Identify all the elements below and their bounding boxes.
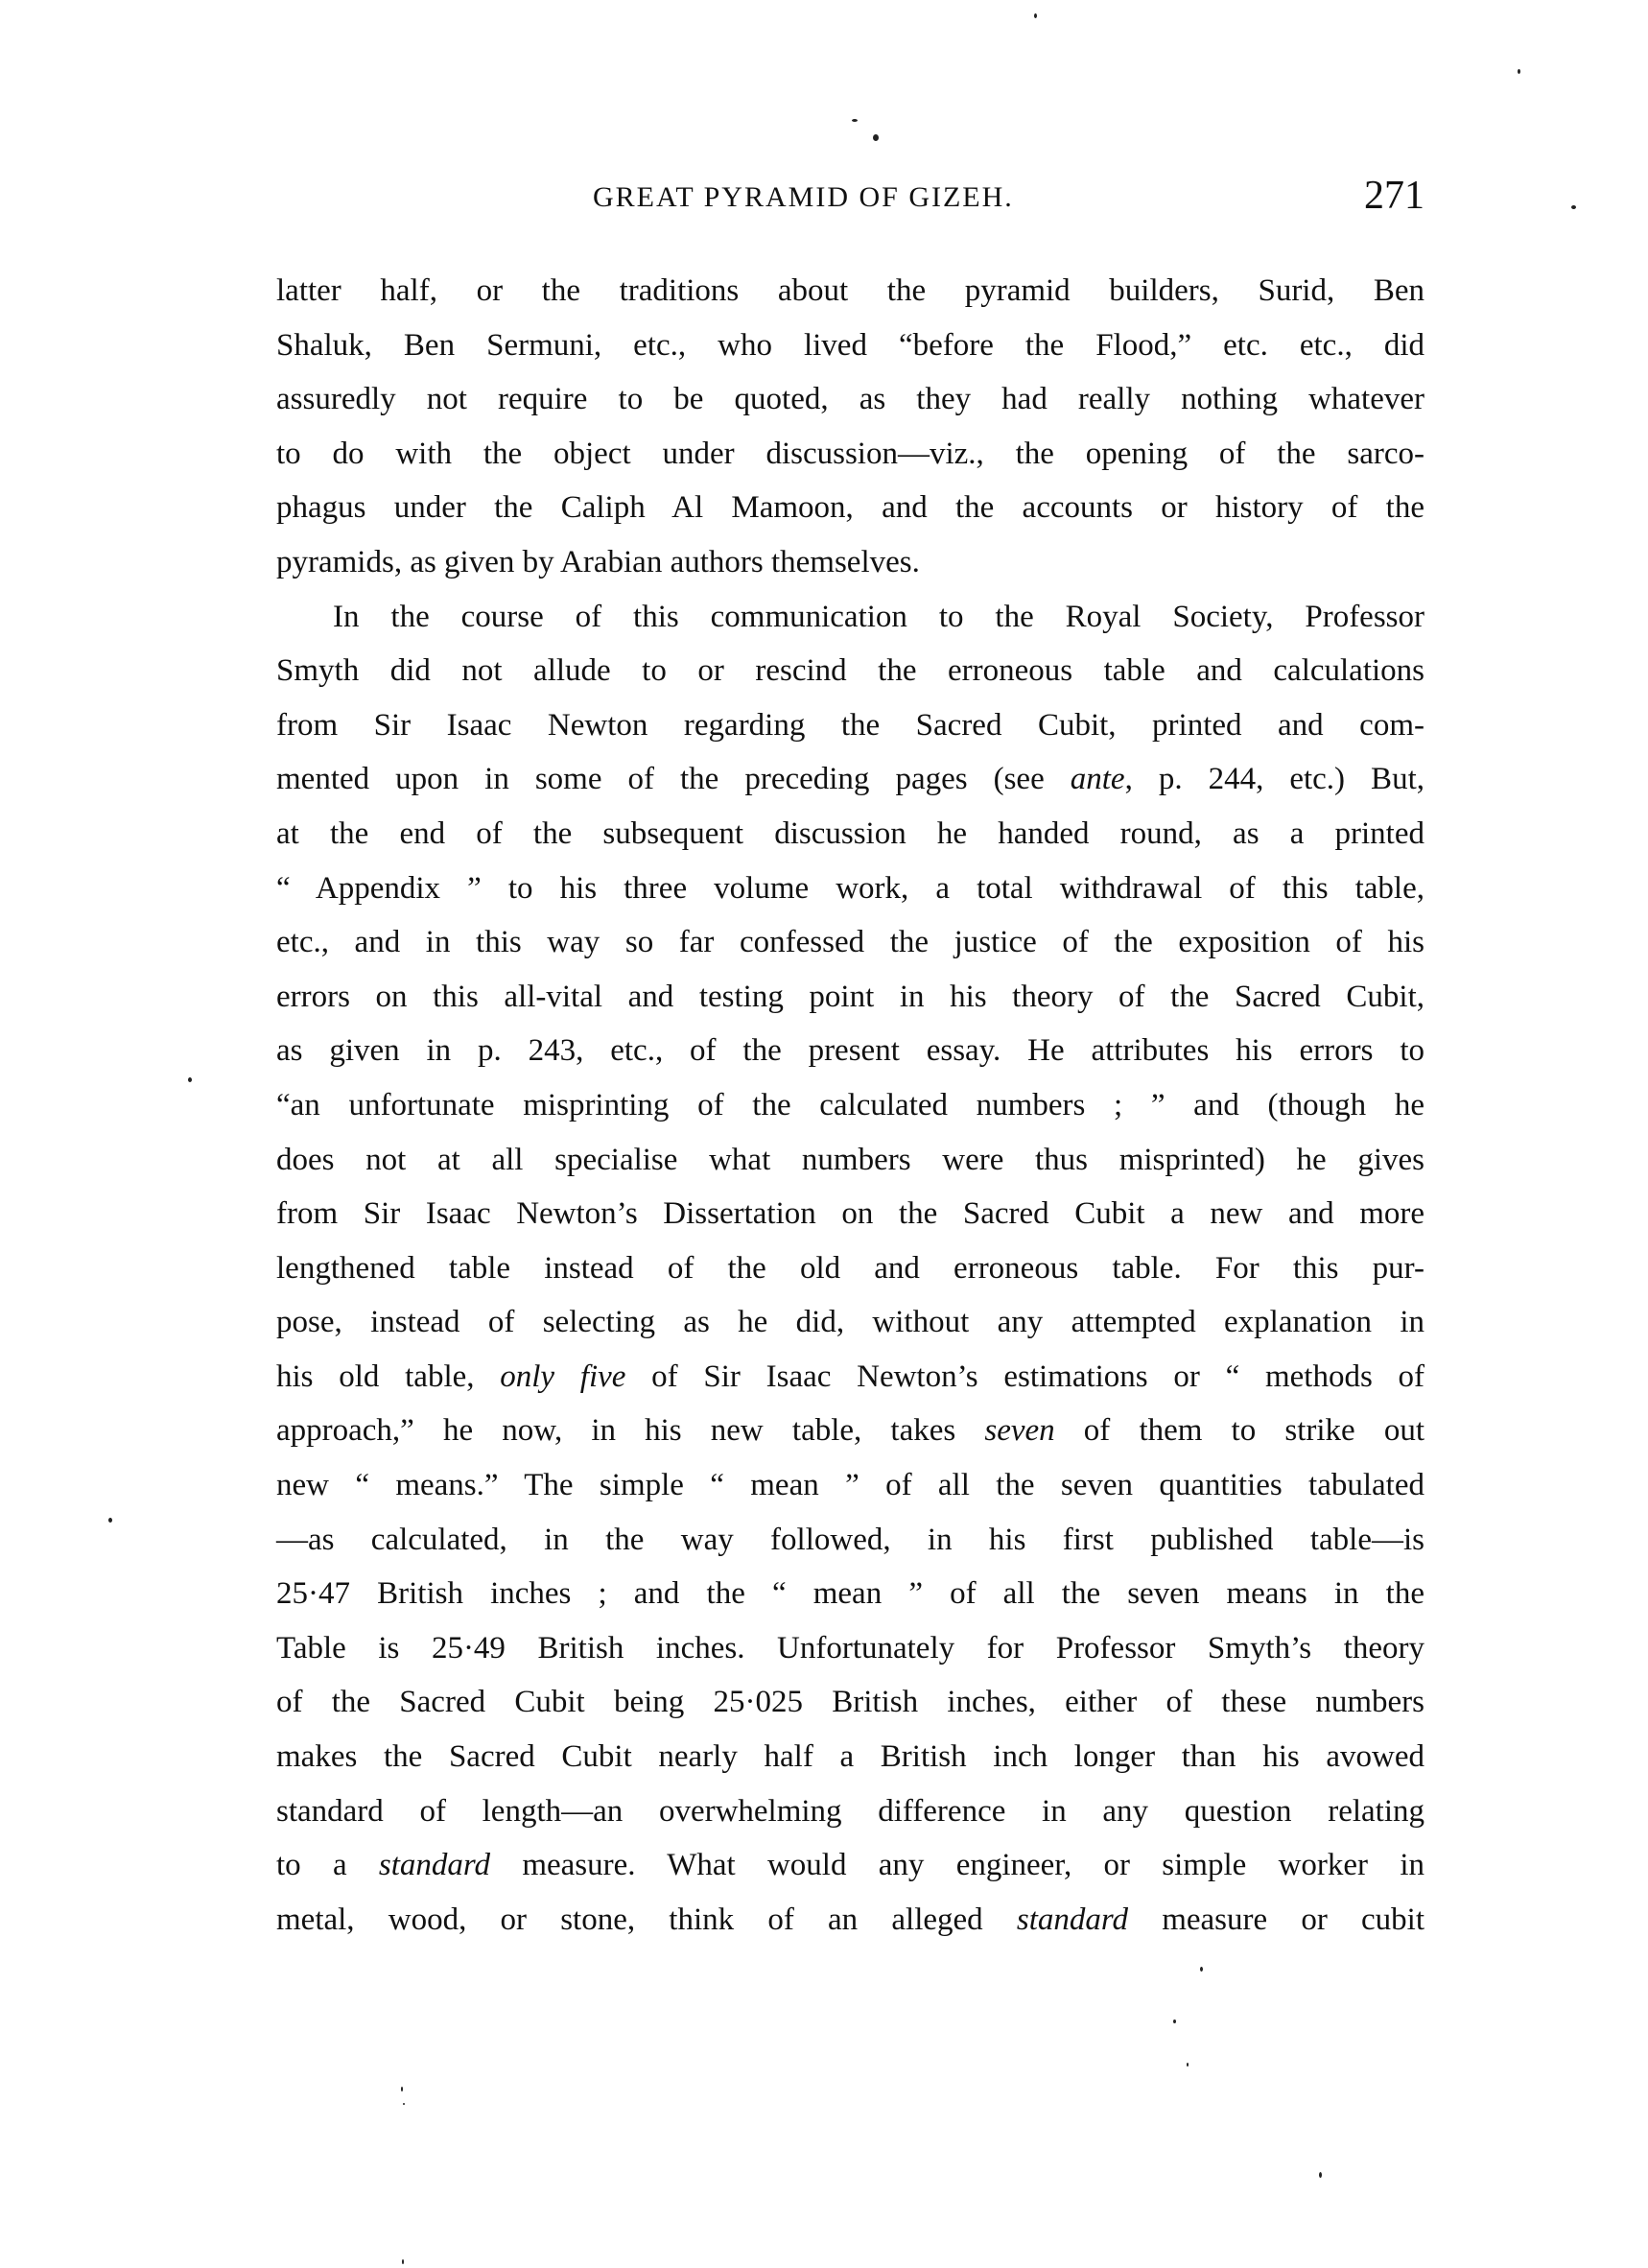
text-line-content xyxy=(276,1893,1424,1948)
italic-text: seven xyxy=(984,1413,1055,1449)
text-run: Shaluk, Ben Sermuni, etc., who lived “before the Flood,” etc. etc., did xyxy=(276,327,1424,363)
text-line xyxy=(276,1458,1424,1513)
text-line-content xyxy=(333,590,1424,645)
text-line xyxy=(276,427,1424,482)
scan-speck xyxy=(402,2259,404,2264)
scan-speck xyxy=(1319,2172,1322,2178)
text-run: Table is 25·49 British inches. Unfortunately for Professor Smyth’s theory xyxy=(276,1630,1424,1666)
text-run: from Sir Isaac Newton regarding the Sacred Cubit, printed and com- xyxy=(276,707,1424,743)
text-run: his old table, xyxy=(276,1358,501,1394)
text-line xyxy=(276,1404,1424,1458)
text-line-content xyxy=(276,1621,1424,1676)
text-line xyxy=(276,1133,1424,1188)
text-line xyxy=(276,644,1424,698)
text-run: as given in p. 243, etc., of the present essay. He attributes his errors to xyxy=(276,1033,1424,1069)
text-line-content xyxy=(276,372,1424,427)
text-run: approach,” he now, in his new table, takes xyxy=(276,1413,985,1449)
scan-speck xyxy=(188,1077,192,1082)
text-line xyxy=(276,1187,1424,1241)
text-run: of Sir Isaac Newton’s estimations or “ methods of xyxy=(625,1358,1425,1394)
page-number: 271 xyxy=(1364,174,1424,218)
italic-text: only five xyxy=(500,1358,626,1394)
text-line-content xyxy=(276,1295,1424,1350)
text-line xyxy=(276,1621,1424,1676)
body-text xyxy=(276,264,1424,1947)
text-line-content xyxy=(276,915,1424,970)
scan-speck xyxy=(1571,205,1576,209)
text-line xyxy=(276,862,1424,916)
text-line xyxy=(276,481,1424,535)
running-title: GREAT PYRAMID OF GIZEH. xyxy=(593,181,1014,213)
text-line xyxy=(276,372,1424,427)
text-line xyxy=(276,807,1424,862)
text-line-content xyxy=(276,1133,1424,1188)
italic-text: standard xyxy=(378,1848,491,1883)
text-line-content xyxy=(276,1078,1424,1133)
text-line xyxy=(276,1893,1424,1948)
text-line xyxy=(276,319,1424,373)
text-line xyxy=(276,1784,1424,1839)
text-line-content xyxy=(276,535,1424,590)
scan-speck xyxy=(108,1518,112,1523)
text-line-content xyxy=(276,1458,1424,1513)
scan-speck xyxy=(1034,13,1037,18)
text-run: new “ means.” The simple “ mean ” of all the seven quantities tabulated xyxy=(276,1468,1424,1503)
text-line-content xyxy=(276,1838,1424,1893)
paragraph xyxy=(276,264,1424,590)
scan-speck xyxy=(852,119,858,122)
text-run: pose, instead of selecting as he did, without any attempted explanation in xyxy=(276,1305,1424,1340)
text-run: lengthened table instead of the old and erroneous table. For this pur- xyxy=(276,1250,1424,1286)
text-line-content xyxy=(276,752,1424,807)
text-line-content xyxy=(276,1784,1424,1839)
text-line xyxy=(276,698,1424,753)
text-run: from Sir Isaac Newton’s Dissertation on the Sacred Cubit a new and more xyxy=(276,1196,1424,1232)
text-line-content xyxy=(276,862,1424,916)
text-run: In the course of this communication to the Royal Society, Professor xyxy=(333,599,1424,634)
text-line-content xyxy=(276,970,1424,1025)
text-run: Smyth did not allude to or rescind the erroneous table and calculations xyxy=(276,653,1424,689)
text-line xyxy=(276,1024,1424,1078)
text-run: “an unfortunate misprinting of the calculated numbers ; ” and (though he xyxy=(276,1087,1424,1122)
text-line xyxy=(276,752,1424,807)
text-line-content xyxy=(276,1567,1424,1621)
text-run: measure. What would any engineer, or simple worker in xyxy=(490,1848,1424,1883)
text-line-content xyxy=(276,807,1424,862)
text-line xyxy=(276,590,1424,645)
text-run: phagus under the Caliph Al Mamoon, and the accounts or history of the xyxy=(276,490,1424,526)
text-line-content xyxy=(276,1350,1424,1405)
paragraph xyxy=(276,590,1424,1948)
text-run: errors on this all-vital and testing point in his theory of the Sacred Cubit, xyxy=(276,979,1424,1014)
text-run: of the Sacred Cubit being 25·025 British inches, either of these numbers xyxy=(276,1685,1424,1720)
text-line xyxy=(276,1350,1424,1405)
text-run: “ Appendix ” to his three volume work, a total withdrawal of this table, xyxy=(276,870,1424,906)
text-run: assuredly not require to be quoted, as they had really nothing whatever xyxy=(276,382,1424,417)
text-run: at the end of the subsequent discussion he handed round, as a printed xyxy=(276,815,1424,851)
text-line-content xyxy=(276,698,1424,753)
text-run: to a xyxy=(276,1848,379,1883)
text-line-content xyxy=(276,1675,1424,1730)
text-run: —as calculated, in the way followed, in his first published table—is xyxy=(276,1522,1424,1557)
text-line xyxy=(276,1078,1424,1133)
scan-speck xyxy=(403,2103,405,2105)
text-run: , p. 244, etc.) But, xyxy=(1124,762,1424,797)
italic-text: standard xyxy=(1016,1902,1128,1937)
scan-speck xyxy=(873,134,879,141)
text-run: 25·47 British inches ; and the “ mean ” of all the seven means in the xyxy=(276,1576,1424,1612)
text-run: etc., and in this way so far confessed the justice of the exposition of his xyxy=(276,925,1424,960)
text-line-content xyxy=(276,644,1424,698)
text-run: pyramids, as given by Arabian authors themselves. xyxy=(276,544,920,579)
text-line xyxy=(276,535,1424,590)
text-line xyxy=(276,1675,1424,1730)
running-head xyxy=(276,174,1424,218)
text-run: of them to strike out xyxy=(1054,1413,1424,1449)
text-run: to do with the object under discussion—viz., the opening of the sarco- xyxy=(276,436,1424,471)
text-line xyxy=(276,1567,1424,1621)
scan-speck xyxy=(401,2087,403,2091)
text-line xyxy=(276,1241,1424,1296)
text-line-content xyxy=(276,1241,1424,1296)
scan-speck xyxy=(1173,2020,1176,2023)
text-line xyxy=(276,1513,1424,1568)
text-line xyxy=(276,1838,1424,1893)
text-line-content xyxy=(276,1404,1424,1458)
text-run: latter half, or the traditions about the pyramid builders, Surid, Ben xyxy=(276,273,1424,308)
text-line-content xyxy=(276,319,1424,373)
text-line xyxy=(276,1730,1424,1784)
scan-speck xyxy=(1518,69,1520,74)
text-line xyxy=(276,264,1424,319)
text-run: does not at all specialise what numbers were thus misprinted) he gives xyxy=(276,1142,1424,1177)
text-run: measure or cubit xyxy=(1128,1902,1425,1937)
text-line-content xyxy=(276,264,1424,319)
text-run: metal, wood, or stone, think of an alleged xyxy=(276,1902,1017,1937)
scan-speck xyxy=(1187,2063,1189,2067)
text-line-content xyxy=(276,1513,1424,1568)
text-line xyxy=(276,1295,1424,1350)
text-line-content xyxy=(276,481,1424,535)
text-line-content xyxy=(276,1187,1424,1241)
text-run: makes the Sacred Cubit nearly half a British inch longer than his avowed xyxy=(276,1739,1424,1775)
italic-text: ante xyxy=(1070,762,1125,797)
text-line-content xyxy=(276,1730,1424,1784)
text-line xyxy=(276,970,1424,1025)
text-line-content xyxy=(276,1024,1424,1078)
text-run: mented upon in some of the preceding pages (see xyxy=(276,762,1071,797)
text-run: standard of length—an overwhelming difference in any question relating xyxy=(276,1793,1424,1829)
text-line-content xyxy=(276,427,1424,482)
scan-speck xyxy=(1200,1967,1203,1972)
text-line xyxy=(276,915,1424,970)
